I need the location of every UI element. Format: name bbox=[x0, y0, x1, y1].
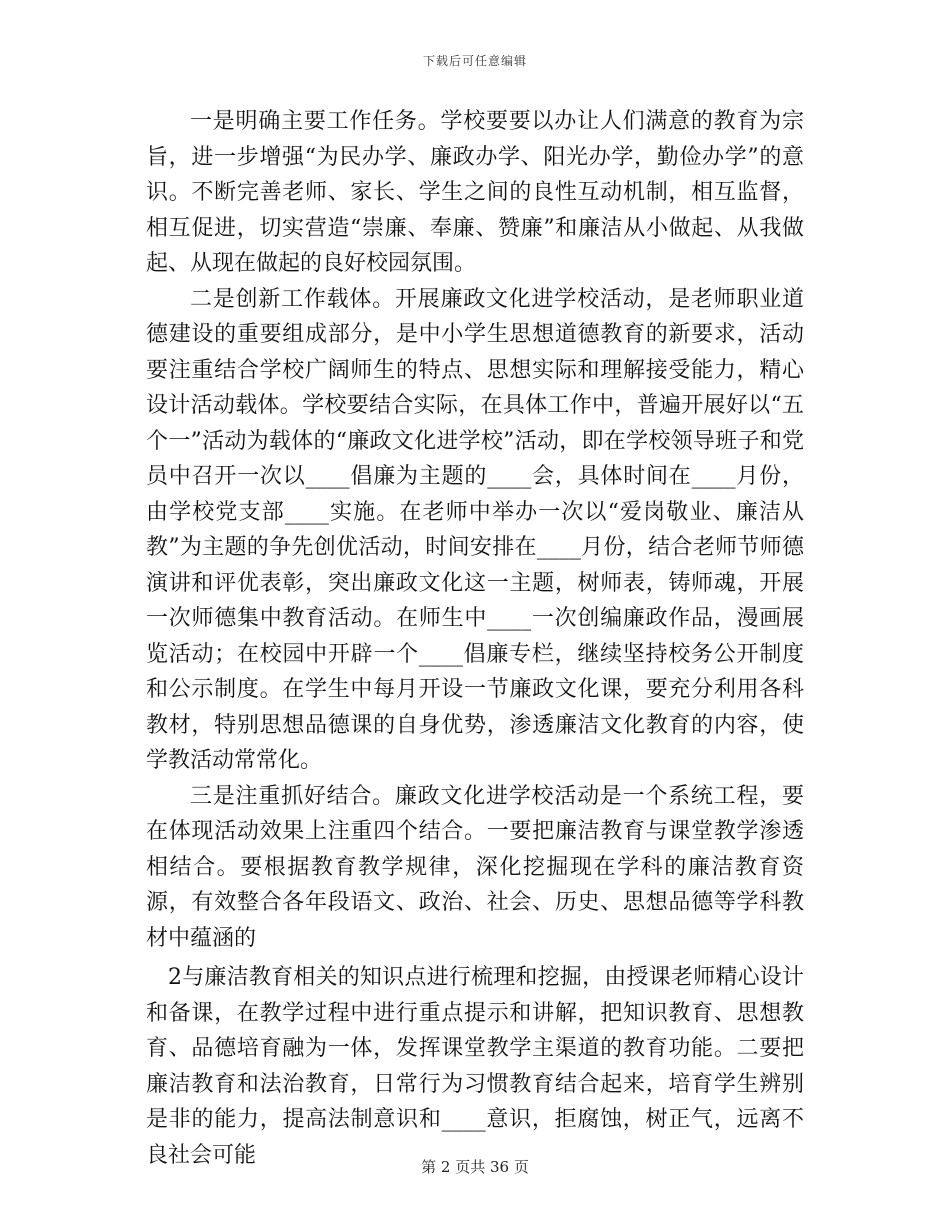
paragraph-carrier: 二是创新工作载体。开展廉政文化进学校活动，是老师职业道德建设的重要组成部分，是中小学生思想道德教育的新要求，活动要注重结合学校广阔师生的特点、思想实际和理解接受能力，精心设计活动载体。学校要结合实际，在具体工作中，普遍开展好以“五个一”活动为载体的“廉政文化进学校”活动，即在学校领导班子和党员中召开一次以____倡廉为主题的____会，具体时间在____月份，由学校党支部____实施。在老师中举办一次以“爱岗敬业、廉洁从教”为主题的争先创优活动，时间安排在____月份，结合老师节师德演讲和评优表彰，突出廉政文化这一主题，树师表，铸师魂，开展一次师德集中教育活动。在师生中____一次创编廉政作品，漫画展览活动；在校园中开辟一个____倡廉专栏，继续坚持校务公开制度和公示制度。在学生中每月开设一节廉政文化课，要充分利用各科教材，特别思想品德课的自身优势，渗透廉洁文化教育的内容，使学教活动常常化。 bbox=[146, 286, 804, 773]
page-number: 第 2 页共 36 页 bbox=[421, 1158, 529, 1176]
body-text bbox=[146, 104, 804, 1173]
paragraph-continuation: 2与廉洁教育相关的知识点进行梳理和挖掘，由授课老师精心设计和备课，在教学过程中进行重点提示和讲解，把知识教育、思想教育、品德培育融为一体，发挥课堂教学主渠道的教育功能。二要把廉洁教育和法治教育，日常行为习惯教育结合起来，培育学生辨别是非的能力，提高法制意识和____意识，拒腐蚀，树正气，远离不良社会可能 bbox=[146, 965, 804, 1168]
paragraph-task: 一是明确主要工作任务。学校要要以办让人们满意的教育为宗旨，进一步增强“为民办学、廉政办学、阳光办学，勤俭办学”的意识。不断完善老师、家长、学生之间的良性互动机制，相互监督，相互促进，切实营造“崇廉、奉廉、赞廉”和廉洁从小做起、从我做起、从现在做起的良好校园氛围。 bbox=[146, 109, 804, 276]
header-note: 下载后可任意编辑 bbox=[422, 54, 527, 68]
paragraph-combination: 三是注重抓好结合。廉政文化进学校活动是一个系统工程，要在体现活动效果上注重四个结合。一要把廉洁教育与课堂教学渗透相结合。要根据教育教学规律，深化挖掘现在学科的廉洁教育资源，有效整合各年段语文、政治、社会、历史、思想品德等学科教材中蕴涵的 bbox=[146, 783, 804, 951]
